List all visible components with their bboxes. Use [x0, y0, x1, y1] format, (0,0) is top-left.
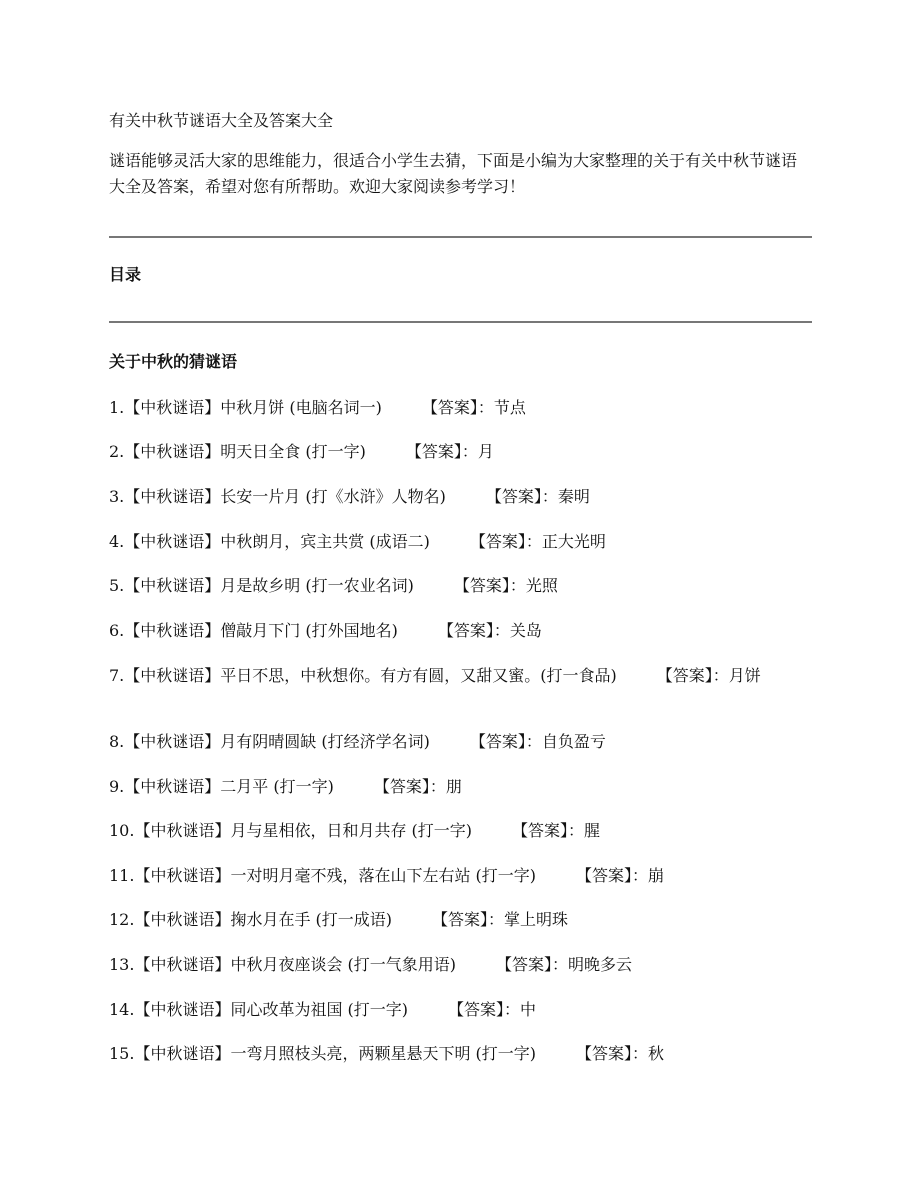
toc-heading: 目录	[109, 265, 142, 284]
riddle-item	[109, 820, 812, 842]
riddle-answer: 【答案】：月饼	[656, 666, 761, 685]
riddle-question: 2.【中秋谜语】明天日全食 (打一字)	[109, 442, 366, 461]
riddle-answer: 【答案】：月	[405, 442, 494, 461]
riddle-item	[109, 954, 812, 976]
riddle-item	[109, 665, 812, 687]
riddle-item	[109, 620, 812, 642]
riddle-question: 6.【中秋谜语】僧敲月下门 (打外国地名)	[109, 621, 398, 640]
riddle-answer: 【答案】：掌上明珠	[432, 910, 569, 929]
divider	[109, 236, 812, 238]
riddle-answer: 【答案】：正大光明	[469, 532, 606, 551]
riddle-item	[109, 865, 812, 887]
riddle-item	[109, 731, 812, 753]
intro-paragraph: 谜语能够灵活大家的思维能力，很适合小学生去猜，下面是小编为大家整理的关于有关中秋节谜语大全及答案，希望对您有所帮助。欢迎大家阅读参考学习！	[109, 151, 798, 196]
riddle-answer: 【答案】：腥	[512, 821, 601, 840]
riddle-question: 7.【中秋谜语】平日不思，中秋想你。有方有圆，又甜又蜜。(打一食品)	[109, 666, 617, 685]
riddle-item	[109, 1043, 812, 1065]
riddle-item	[109, 575, 812, 597]
riddle-answer: 【答案】：中	[448, 1000, 537, 1019]
riddle-answer: 【答案】：节点	[421, 398, 526, 417]
riddle-answer: 【答案】：朋	[373, 777, 462, 796]
riddle-item	[109, 397, 812, 419]
riddle-item	[109, 531, 812, 553]
riddle-answer: 【答案】：自负盈亏	[469, 732, 606, 751]
riddle-question: 1.【中秋谜语】中秋月饼 (电脑名词一)	[109, 398, 382, 417]
riddle-answer: 【答案】：秋	[576, 1044, 665, 1063]
riddle-answer: 【答案】：明晚多云	[496, 955, 633, 974]
riddle-question: 10.【中秋谜语】月与星相依，日和月共存 (打一字)	[109, 821, 473, 840]
riddle-question: 5.【中秋谜语】月是故乡明 (打一农业名词)	[109, 576, 414, 595]
riddle-answer: 【答案】：关岛	[437, 621, 542, 640]
document-title: 有关中秋节谜语大全及答案大全	[109, 111, 334, 130]
riddle-question: 13.【中秋谜语】中秋月夜座谈会 (打一气象用语)	[109, 955, 457, 974]
riddle-item	[109, 909, 812, 931]
section-heading: 关于中秋的猜谜语	[109, 352, 238, 371]
riddle-question: 11.【中秋谜语】一对明月毫不残，落在山下左右站 (打一字)	[109, 866, 537, 885]
riddle-item	[109, 441, 812, 463]
riddle-question: 15.【中秋谜语】一弯月照枝头亮，两颗星悬天下明 (打一字)	[109, 1044, 537, 1063]
riddle-answer: 【答案】：光照	[453, 576, 558, 595]
divider	[109, 321, 812, 323]
riddle-item	[109, 999, 812, 1021]
riddle-answer: 【答案】：崩	[576, 866, 665, 885]
riddle-answer: 【答案】：秦明	[485, 487, 590, 506]
riddle-question: 4.【中秋谜语】中秋朗月，宾主共赏 (成语二)	[109, 532, 430, 551]
riddle-question: 14.【中秋谜语】同心改革为祖国 (打一字)	[109, 1000, 409, 1019]
riddle-question: 12.【中秋谜语】掬水月在手 (打一成语)	[109, 910, 393, 929]
riddle-question: 9.【中秋谜语】二月平 (打一字)	[109, 777, 334, 796]
riddle-question: 8.【中秋谜语】月有阴晴圆缺 (打经济学名词)	[109, 732, 430, 751]
riddle-question: 3.【中秋谜语】长安一片月 (打《水浒》人物名)	[109, 487, 446, 506]
riddle-item	[109, 776, 812, 798]
riddle-item	[109, 486, 812, 508]
